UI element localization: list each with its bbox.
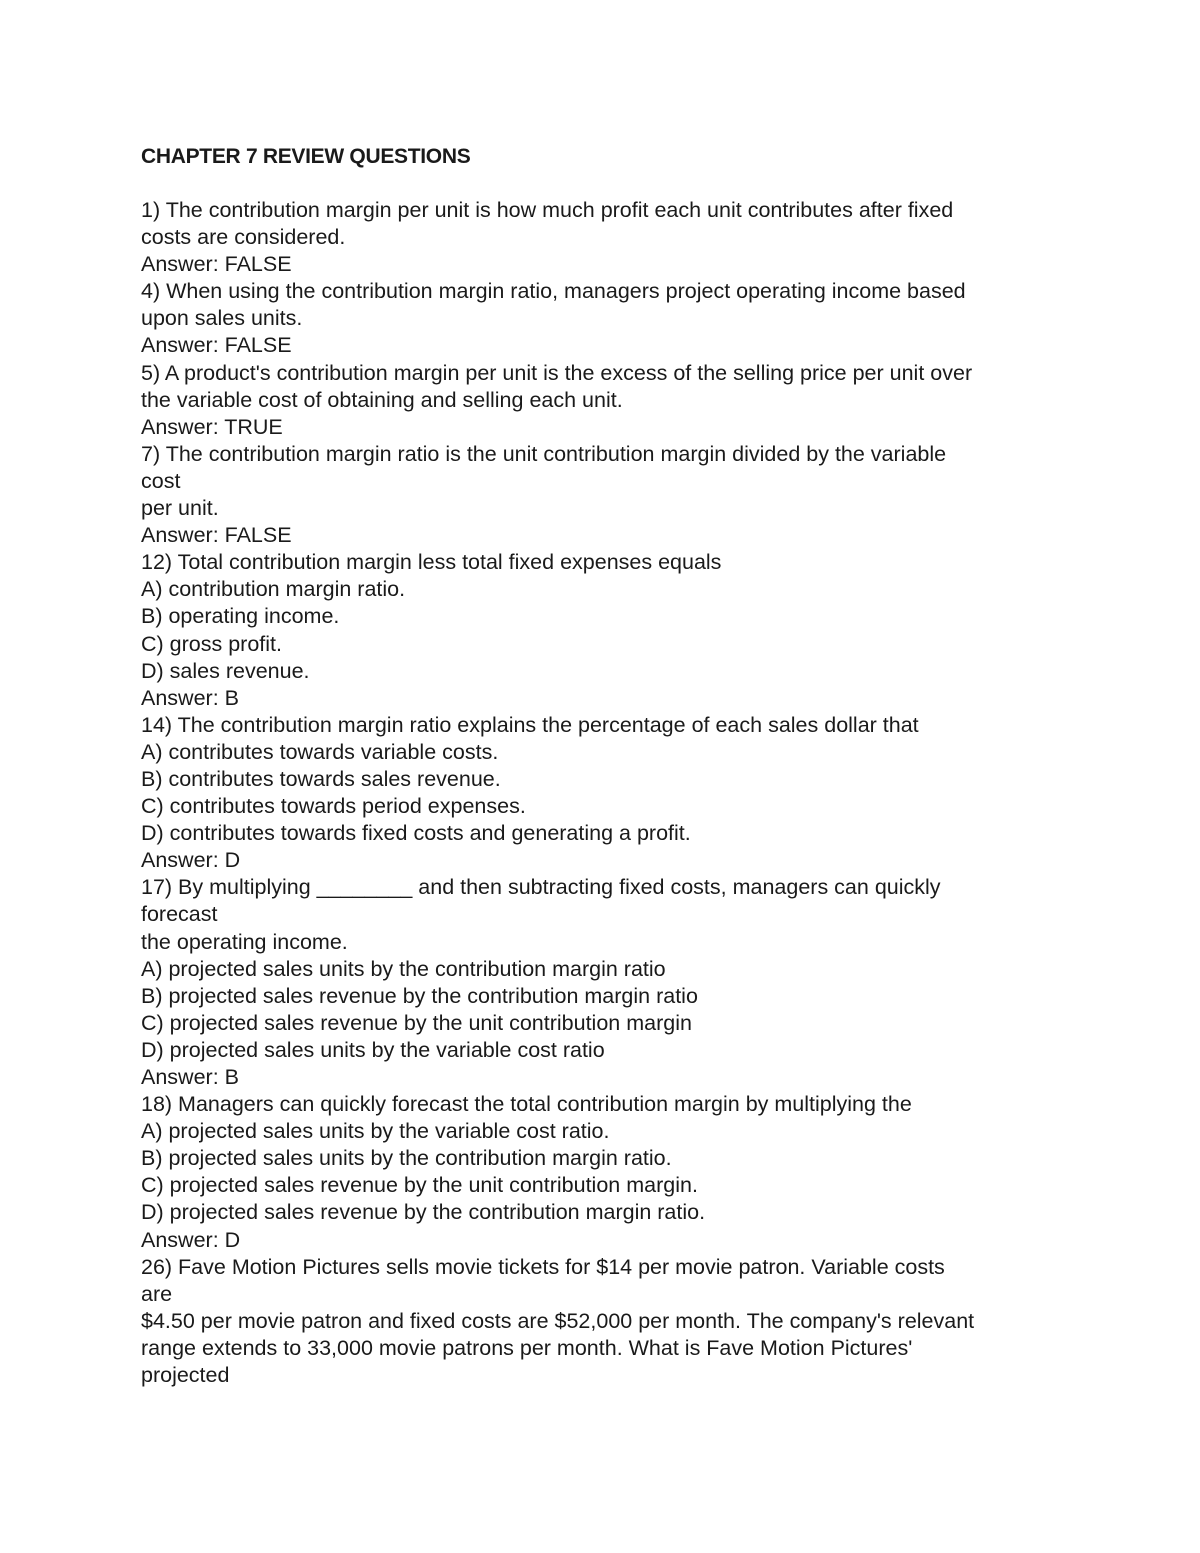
text-line: Answer: FALSE [141, 252, 292, 277]
text-line: Answer: D [141, 848, 241, 873]
text-line: A) projected sales units by the contribution margin ratio [141, 956, 666, 981]
text-line: 5) A product's contribution margin per unit is the excess of the selling price per unit over [141, 360, 973, 385]
text-line: Answer: B [141, 685, 239, 710]
text-line: Answer: B [141, 1065, 239, 1089]
text-line: B) projected sales revenue by the contribution margin ratio [141, 983, 698, 1008]
text-line: 17) By multiplying ________ and then subtracting fixed costs, managers can quickly [141, 875, 941, 900]
text-line: A) contribution margin ratio. [141, 577, 406, 602]
text-line: B) operating income. [141, 604, 340, 629]
text-line: costs are considered. [141, 225, 346, 250]
text-line: D) projected sales units by the variable cost ratio [141, 1037, 605, 1062]
text-line: C) contributes towards period expenses. [141, 794, 526, 819]
text-line: 26) Fave Motion Pictures sells movie tickets for $14 per movie patron. Variable costs [141, 1254, 945, 1279]
text-line: 1) The contribution margin per unit is how much profit each unit contributes after fixed [141, 198, 954, 222]
text-line: the operating income. [141, 929, 348, 954]
text-line: C) projected sales revenue by the unit contribution margin [141, 1010, 692, 1035]
text-line: D) contributes towards fixed costs and generating a profit. [141, 821, 691, 846]
text-line: 14) The contribution margin ratio explains the percentage of each sales dollar that [141, 712, 919, 737]
text-line: Answer: D [141, 1227, 241, 1252]
text-line: A) contributes towards variable costs. [141, 739, 499, 764]
document-body [141, 143, 1071, 1389]
text-line: D) projected sales revenue by the contribution margin ratio. [141, 1200, 706, 1225]
text-line: forecast [141, 902, 218, 927]
text-line: cost [141, 468, 181, 493]
text-line: C) gross profit. [141, 631, 282, 656]
text-line: $4.50 per movie patron and fixed costs are $52,000 per month. The company's relevant [141, 1308, 975, 1333]
text-line: per unit. [141, 496, 219, 521]
text-line: are [141, 1281, 173, 1306]
question-text-block [141, 197, 1071, 1389]
text-line: Answer: TRUE [141, 414, 283, 439]
text-line: Answer: FALSE [141, 333, 292, 358]
text-line: C) projected sales revenue by the unit contribution margin. [141, 1173, 698, 1198]
text-line: A) projected sales units by the variable cost ratio. [141, 1119, 610, 1144]
text-line: B) contributes towards sales revenue. [141, 766, 501, 791]
text-line: B) projected sales units by the contribution margin ratio. [141, 1146, 672, 1171]
text-line: range extends to 33,000 movie patrons per month. What is Fave Motion Pictures' [141, 1335, 913, 1360]
text-line: 7) The contribution margin ratio is the unit contribution margin divided by the variable [141, 441, 947, 466]
text-line: projected [141, 1363, 230, 1388]
text-line: D) sales revenue. [141, 658, 310, 683]
text-line: 18) Managers can quickly forecast the total contribution margin by multiplying the [141, 1092, 912, 1117]
text-line: 4) When using the contribution margin ratio, managers project operating income based [141, 279, 966, 304]
text-line: 12) Total contribution margin less total fixed expenses equals [141, 550, 722, 575]
text-line: the variable cost of obtaining and selling each unit. [141, 387, 623, 412]
page-title: CHAPTER 7 REVIEW QUESTIONS [141, 145, 471, 168]
text-line: upon sales units. [141, 306, 303, 331]
text-line: Answer: FALSE [141, 523, 292, 548]
